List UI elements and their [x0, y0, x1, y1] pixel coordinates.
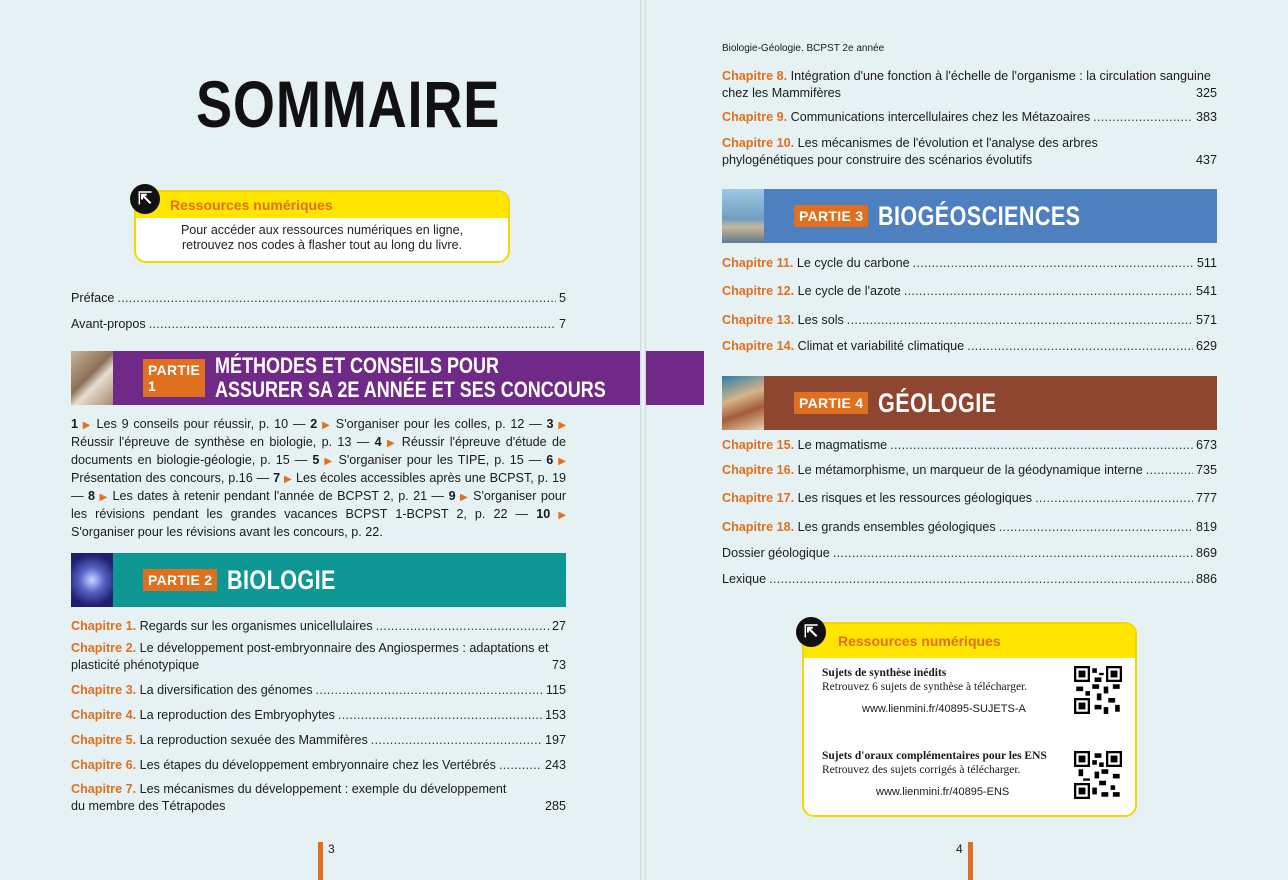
book-gutter	[640, 0, 646, 880]
page-marker	[318, 842, 323, 880]
toc-entry[interactable]: Chapitre 12. Le cycle de l'azote . . . 541	[722, 283, 1217, 299]
toc-entry[interactable]: Chapitre 1. Regards sur les organismes unicellulaires . . . 27	[71, 618, 566, 634]
part1-title: ASSURER SA 2E ANNÉE ET SES CONCOURS	[215, 377, 606, 402]
part4-title: GÉOLOGIE	[878, 387, 997, 418]
toc-entry[interactable]: Chapitre 8. Intégration d'une fonction à l'échelle de l'organisme : la circulation sanguine chez les Mammifères 325	[722, 69, 1217, 100]
resource-link[interactable]: www.lienmini.fr/40895-SUJETS-A	[862, 703, 1026, 715]
part3-banner[interactable]	[722, 189, 1217, 243]
cursor-click-icon: ⇱	[130, 184, 160, 214]
resource-text: Retrouvez 6 sujets de synthèse à télécharger.	[822, 681, 1028, 693]
toc-entry[interactable]: Chapitre 5. La reproduction sexuée des Mammifères . . . 197	[71, 732, 566, 748]
toc-entry[interactable]: Chapitre 2. Le développement post-embryonnaire des Angiospermes : adaptations et plasticité phénotypique 73	[71, 641, 566, 672]
resource-title: Sujets d'oraux complémentaires pour les ENS	[822, 750, 1047, 762]
part1-thumbnail	[71, 351, 113, 405]
toc-entry[interactable]: Chapitre 9. Communications intercellulaires chez les Métazoaires . . . 383	[722, 109, 1217, 125]
resource-title: Sujets de synthèse inédits	[822, 667, 947, 679]
resources-box-downloads	[802, 622, 1137, 817]
part4-thumbnail	[722, 376, 764, 430]
part4-banner[interactable]	[722, 376, 1217, 430]
page-number: 4	[956, 842, 963, 856]
toc-entry[interactable]: Chapitre 7. Les mécanismes du développement : exemple du développement du membre des Tétrapodes 285	[71, 782, 566, 813]
page-number: 3	[328, 842, 335, 856]
toc-entry[interactable]: Chapitre 17. Les risques et les ressources géologiques . . . 777	[722, 490, 1217, 506]
toc-entry[interactable]: Chapitre 10. Les mécanismes de l'évolution et l'analyse des arbres phylogénétiques pour construire des scénarios évolutifs 437	[722, 136, 1217, 167]
toc-entry[interactable]: Chapitre 3. La diversification des génomes . . . 115	[71, 682, 566, 698]
toc-entry[interactable]: Chapitre 16. Le métamorphisme, un marqueur de la géodynamique interne . . . 735	[722, 462, 1217, 478]
resource-text: Retrouvez des sujets corrigés à télécharger.	[822, 764, 1021, 776]
qr-code-icon[interactable]	[1074, 666, 1122, 714]
part-badge: PARTIE 2	[143, 569, 217, 591]
toc-entry[interactable]: Avant-propos . . . 7	[71, 316, 566, 332]
toc-entry[interactable]: Dossier géologique . . . 869	[722, 545, 1217, 561]
part2-thumbnail	[71, 553, 113, 607]
resources-line: retrouvez nos codes à flasher tout au long du livre.	[181, 238, 463, 252]
part3-title: BIOGÉOSCIENCES	[878, 200, 1081, 231]
running-header: Biologie-Géologie. BCPST 2e année	[722, 43, 885, 54]
cursor-click-icon: ⇱	[796, 617, 826, 647]
toc-entry[interactable]: Chapitre 18. Les grands ensembles géologiques . . . 819	[722, 519, 1217, 535]
resources-line: Pour accéder aux ressources numériques en ligne,	[180, 223, 464, 237]
toc-entry[interactable]: Préface . . . 5	[71, 290, 566, 306]
qr-code-icon[interactable]	[1074, 751, 1122, 799]
part1-title: MÉTHODES ET CONSEILS POUR	[215, 353, 500, 378]
part-badge: PARTIE 1	[143, 359, 205, 397]
toc-entry[interactable]: Chapitre 4. La reproduction des Embryophytes . . . 153	[71, 707, 566, 723]
toc-entry[interactable]: Chapitre 15. Le magmatisme . . . 673	[722, 437, 1217, 453]
resources-heading: Ressources numériques	[136, 192, 508, 218]
toc-entry[interactable]: Chapitre 14. Climat et variabilité climatique . . . 629	[722, 338, 1217, 354]
page-marker	[968, 842, 973, 880]
part1-items: 1 ▶ Les 9 conseils pour réussir, p. 10 — 2 ▶ S'organiser pour les colles, p. 12 — 3 ▶ Réussir l'épreuve de synthèse en biologie, p. 13 — 4 ▶ Réussir l'épreuve d'étude de documents en biologie-géologie, p. 15 — 5 ▶ S'organiser pour les TIPE, p. 15 — 6 ▶ Présentation des concours, p.16 — 7 ▶ Les écoles accessibles après une BCPST, p. 19 — 8 ▶ Les dates à retenir pendant l'année de BCPST 2, p. 21 — 9 ▶ S'organiser pour les révisions pendant les grandes vacances BCPST 1-BCPST 2, p. 22 — 10 ▶ S'organiser pour les révisions avant les concours, p. 22.	[71, 417, 567, 539]
part1-banner[interactable]	[71, 351, 606, 405]
resources-heading: Ressources numériques	[804, 624, 1135, 658]
part3-thumbnail	[722, 189, 764, 243]
toc-entry[interactable]: Lexique . . . 886	[722, 571, 1217, 587]
left-page	[0, 0, 640, 880]
toc-entry[interactable]: Chapitre 13. Les sols . . . 571	[722, 312, 1217, 328]
part2-banner[interactable]	[71, 553, 566, 607]
toc-entry[interactable]: Chapitre 6. Les étapes du développement embryonnaire chez les Vertébrés . . . 243	[71, 757, 566, 773]
resource-link[interactable]: www.lienmini.fr/40895-ENS	[876, 786, 1010, 798]
page-title: SOMMAIRE	[196, 67, 501, 141]
part-badge: PARTIE 3	[794, 205, 868, 227]
part-badge: PARTIE 4	[794, 392, 868, 414]
part2-title: BIOLOGIE	[227, 564, 337, 595]
resources-box	[134, 190, 510, 263]
toc-entry[interactable]: Chapitre 11. Le cycle du carbone . . . 511	[722, 255, 1217, 271]
